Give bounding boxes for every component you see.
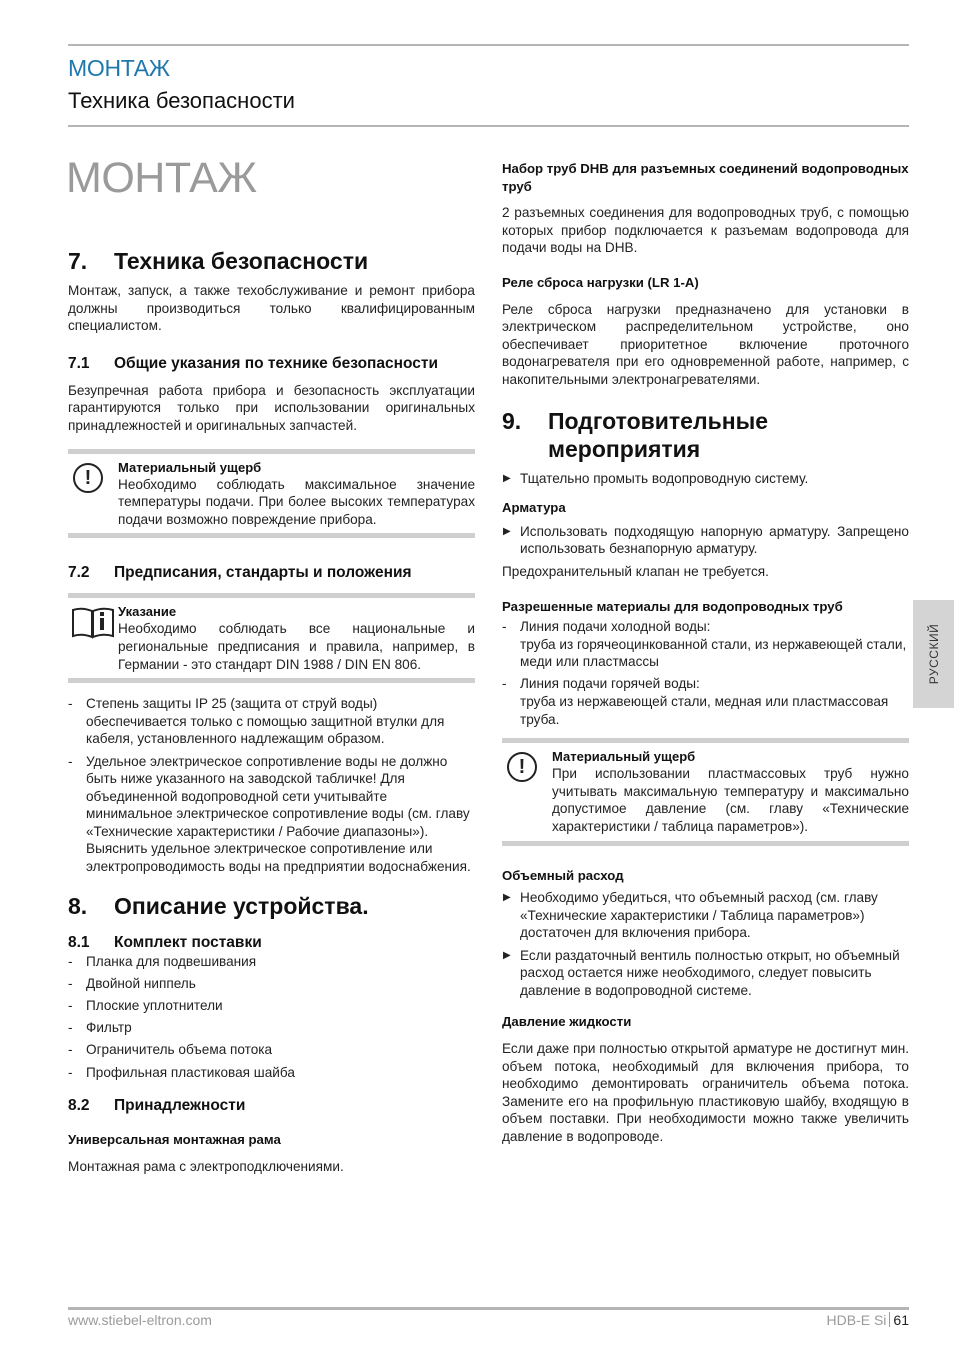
pressure-title: Давление жидкости (502, 1014, 632, 1030)
header-section: МОНТАЖ (68, 55, 170, 81)
list-item: - Планка для подвешивания (68, 953, 475, 971)
heading-7: 7. Техника безопасности (68, 248, 369, 274)
left-column (68, 247, 475, 1175)
heading-8-1: 8.1 Комплект поставки (68, 933, 262, 951)
frame-text: Монтажная рама с электроподключениями. (68, 1158, 344, 1174)
footer-website: www.stiebel-eltron.com (68, 1312, 212, 1328)
fittings-list (502, 523, 909, 558)
frame-title: Универсальная монтажная рама (68, 1132, 281, 1148)
list-item: - Плоские уплотнители (68, 997, 475, 1015)
heading-8-2: 8.2 Принадлежности (68, 1097, 246, 1115)
heading-8: 8. Описание устройства. (68, 892, 369, 919)
warning-title: Материальный ущерб (118, 459, 262, 475)
list-item: - Степень защиты IP 25 (защита от струй воды) обеспечивается только с помощью защитной втулки для кабеля, установленного надлежащим образом. (68, 695, 475, 748)
pipes-text: 2 разъемных соединения для водопроводных труб, с помощью которых прибор подключается к разъемам водопровода для подачи воды на DHB. (502, 205, 909, 256)
pipes-title: Набор труб DHB для разъемных соединений водопроводных труб (502, 161, 909, 194)
warning-icon: ! (507, 752, 537, 782)
fittings-note: Предохранительный клапан не требуется. (502, 563, 769, 579)
flush-list (502, 470, 909, 488)
heading-7-2: 7.2 Предписания, стандарты и положения (68, 564, 412, 582)
list-item: ▶ Необходимо убедиться, что объемный расход (см. главу «Технические характеристики / Таблица параметров») достаточен для включения прибора. (502, 889, 909, 942)
footer-page-info (827, 1312, 909, 1328)
warning-box-2 (502, 738, 909, 845)
fittings-title: Арматура (502, 500, 566, 516)
flow-list (502, 889, 909, 999)
page-title: МОНТАЖ (66, 154, 257, 202)
warning-text: При использовании пластмассовых труб нужно учитывать максимальную температуру и максимально допустимое давление (см. главу «Технические характеристики / таблица параметров»). (552, 766, 909, 835)
header-subsection: Техника безопасности (68, 88, 295, 113)
heading-9: 9. Подготовительные мероприятия (502, 407, 769, 462)
warning-box-1 (68, 449, 475, 539)
list-item: - Профильная пластиковая шайба (68, 1064, 475, 1082)
s71-text: Безупречная работа прибора и безопасность эксплуатации гарантируются только при использовании оригинальных принадлежностей и оригинальных запчастей. (68, 382, 475, 433)
right-column (502, 160, 909, 1146)
header-bottom-rule (68, 125, 909, 127)
materials-list (502, 618, 909, 728)
warning-icon: ! (73, 463, 103, 493)
list-item: - Ограничитель объема потока (68, 1041, 475, 1059)
flow-title: Объемный расход (502, 867, 624, 883)
heading-7-1: 7.1 Общие указания по технике безопасности (68, 354, 439, 372)
footer-model: HDB-E Si (826, 1312, 887, 1328)
relay-text: Реле сброса нагрузки предназначено для установки в электрическом распределительном устройстве, оно обеспечивает приоритетное включение проточного водонагревателя при его одновременной работе, например, с накопительными электронагревателями. (502, 301, 909, 387)
note-title: Указание (118, 604, 177, 620)
delivery-list (68, 953, 475, 1082)
list-item: - Линия подачи горячей воды: труба из нержавеющей стали, медная или пластмассовая труба. (502, 675, 909, 728)
s7-list (68, 695, 475, 876)
list-item: - Фильтр (68, 1019, 475, 1037)
language-tab: РУССКИЙ (913, 600, 954, 708)
note-text: Необходимо соблюдать все национальные и региональные предписания и правила, например, в Германии - это стандарт DIN 1988 / DIN EN 806. (118, 621, 475, 672)
warning-title: Материальный ущерб (552, 749, 696, 765)
list-item: - Линия подачи холодной воды: труба из горячеоцинкованной стали, из нержавеющей стали, меди или пластмассы (502, 618, 909, 671)
page-number: 61 (893, 1312, 909, 1328)
list-item: ▶ Если раздаточный вентиль полностью открыт, но объемный расход остается ниже необходимого, следует повысить давление в водопроводной системе. (502, 947, 909, 1000)
list-item: ▶ Тщательно промыть водопроводную систему. (502, 470, 909, 488)
materials-title: Разрешенные материалы для водопроводных труб (502, 598, 843, 614)
pressure-text: Если даже при полностью открытой арматуре не достигнут мин. объем потока, необходимый для включения прибора, то необходимо демонтировать ограничитель объема потока. Замените его на профильную пластиковую шайбу, входящую в объем поставки. При необходимости можно также увеличить давление в водопроводе. (502, 1040, 909, 1144)
relay-title: Реле сброса нагрузки (LR 1-A) (502, 274, 699, 290)
note-box (68, 593, 475, 683)
header-top-rule (68, 44, 909, 46)
s7-intro: Монтаж, запуск, а также техобслуживание и ремонт прибора должны производиться только квалифицированным специалистом. (68, 283, 475, 334)
list-item: ▶ Использовать подходящую напорную арматуру. Запрещено использовать безнапорную арматуру. (502, 523, 909, 558)
info-book-icon (71, 606, 115, 640)
list-item: - Двойной ниппель (68, 975, 475, 993)
footer-rule (68, 1307, 909, 1310)
list-item: - Удельное электрическое сопротивление воды не должно быть ниже указанного на заводской табличке! Для объединенной водопроводной сети учитывайте минимальное электрическое сопротивление воды (см. главу «Технические характеристики / Рабочие диапазоны»). Выяснить удельное электрическое сопротивление или электропроводимость воды на предприятии водоснабжения. (68, 753, 475, 876)
warning-text: Необходимо соблюдать максимальное значение температуры подачи. При более высоких температурах подачи возможно повреждение прибора. (118, 476, 475, 527)
